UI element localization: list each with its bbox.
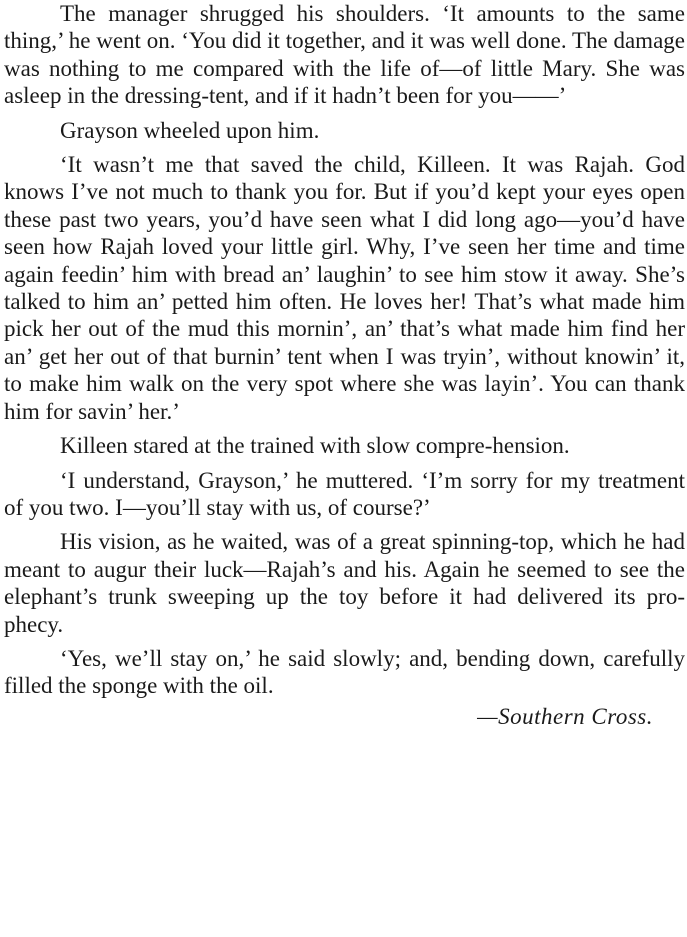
paragraph-killeen-speech: ‘I understand, Grayson,’ he muttered. ‘I’m sorry for my treatment of you two. I—you’ll stay with us, of course?’: [4, 467, 685, 520]
paragraph-killeen-stared: Killeen stared at the trained with slow compre-hension.: [60, 433, 570, 459]
source-attribution: —Southern Cross.: [477, 703, 653, 729]
paragraph-his-vision: His vision, as he waited, was of a great spinning-top, which he had meant to augur their luck—Rajah’s and his. Again he seemed to see the elephant’s trunk sweeping up the toy before it had delivered its pro-phecy.: [4, 529, 685, 637]
paragraph-grayson-speech: ‘It wasn’t me that saved the child, Killeen. It was Rajah. God knows I’ve not much to thank you for. But if you’d kept your eyes open these past two years, you’d have seen what I did long ago—you’d have seen how Rajah loved your little girl. Why, I’ve seen her time and time again feedin’ him with bread an’ laughin’ to see him stow it away. She’s talked to him an’ petted him often. He loves her! That’s what made him pick her out of the mud this mornin’, an’ that’s what made him find her an’ get her out of that burnin’ tent when I was tryin’, without knowin’ it, to make him walk on the very spot where she was layin’. You can thank him for savin’ her.’: [4, 152, 685, 424]
paragraph-closing: ‘Yes, we’ll stay on,’ he said slowly; and, bending down, carefully filled the sponge with the oil.: [4, 645, 685, 699]
paragraph-manager-speech: The manager shrugged his shoulders. ‘It amounts to the same thing,’ he went on. ‘You did it together, and it was well done. The damage was nothing to me compared with the life of—of little Mary. She was asleep in the dressing-tent, and if it hadn’t been for you——’: [4, 1, 685, 109]
paragraph-grayson-wheeled: Grayson wheeled upon him.: [60, 117, 320, 143]
